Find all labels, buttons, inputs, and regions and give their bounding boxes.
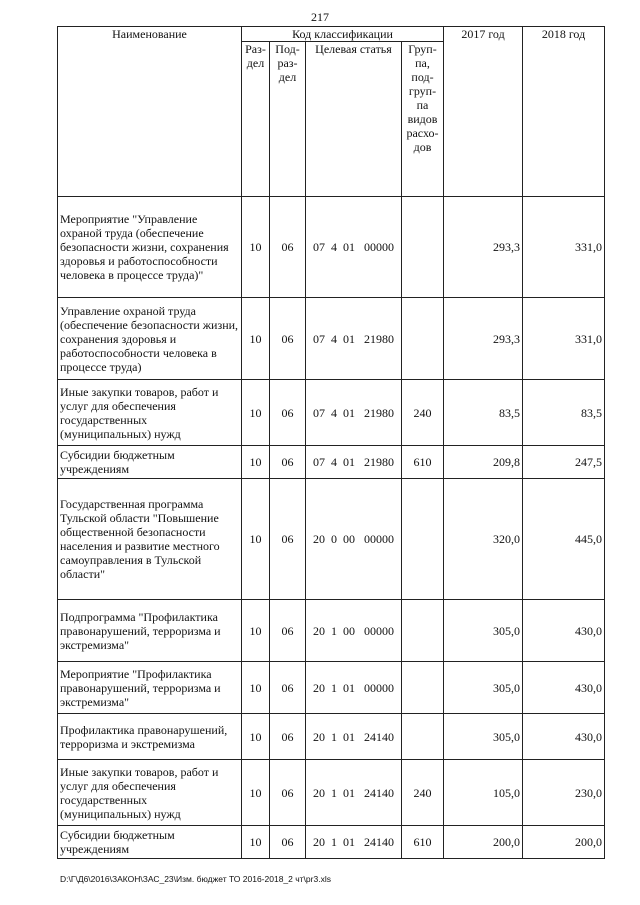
- row-name: Мероприятие "Управление охраной труда (обеспечение безопасности жизни, сохранения здоровья и работоспособности человека в процессе труда)": [58, 197, 242, 298]
- row-name: Управление охраной труда (обеспечение безопасности жизни, сохранения здоровья и работоспособности человека в процессе труда): [58, 298, 242, 380]
- col-header-2018: 2018 год: [523, 27, 605, 197]
- row-name: Подпрограмма "Профилактика правонарушений, терроризма и экстремизма": [58, 600, 242, 662]
- row-2017: 200,0: [444, 826, 523, 859]
- row-subsection: 06: [270, 600, 306, 662]
- table-row: [58, 479, 605, 600]
- col-header-classification: Код классификации: [242, 27, 444, 42]
- row-group: 240: [402, 760, 444, 826]
- row-section: 10: [242, 197, 270, 298]
- page-number: 217: [311, 10, 329, 24]
- row-2017: 305,0: [444, 662, 523, 714]
- row-group: [402, 479, 444, 600]
- col-header-section: Раз- дел: [242, 42, 270, 197]
- table-row: [58, 197, 605, 298]
- row-2017: 105,0: [444, 760, 523, 826]
- row-group: 610: [402, 826, 444, 859]
- row-2017: 209,8: [444, 446, 523, 479]
- row-target: 07 4 01 21980: [306, 380, 402, 446]
- row-name: Профилактика правонарушений, терроризма и экстремизма: [58, 714, 242, 760]
- row-group: [402, 197, 444, 298]
- row-subsection: 06: [270, 479, 306, 600]
- col-header-name: Наименование: [58, 27, 242, 197]
- row-section: 10: [242, 826, 270, 859]
- row-2018: 430,0: [523, 714, 605, 760]
- col-header-expense-group: Груп- па, под- груп- па видов расхо- дов: [402, 42, 444, 197]
- table-row: [58, 298, 605, 380]
- row-target: 20 1 01 24140: [306, 714, 402, 760]
- table-row: [58, 380, 605, 446]
- row-2018: 230,0: [523, 760, 605, 826]
- row-section: 10: [242, 662, 270, 714]
- row-2018: 83,5: [523, 380, 605, 446]
- row-subsection: 06: [270, 760, 306, 826]
- row-name: Субсидии бюджетным учреждениям: [58, 446, 242, 479]
- row-group: [402, 662, 444, 714]
- row-2018: 430,0: [523, 600, 605, 662]
- row-name: Мероприятие "Профилактика правонарушений, терроризма и экстремизма": [58, 662, 242, 714]
- row-target: 20 1 00 00000: [306, 600, 402, 662]
- row-2018: 331,0: [523, 197, 605, 298]
- row-group: 240: [402, 380, 444, 446]
- row-subsection: 06: [270, 298, 306, 380]
- row-target: 20 1 01 24140: [306, 826, 402, 859]
- row-section: 10: [242, 479, 270, 600]
- row-section: 10: [242, 714, 270, 760]
- row-section: 10: [242, 600, 270, 662]
- row-2018: 430,0: [523, 662, 605, 714]
- file-path-footer: D:\Г\Д6\2016\ЗАКОН\ЗАС_23\Изм. бюджет ТО 2016-2018_2 чт\pr3.xls: [60, 874, 331, 884]
- row-section: 10: [242, 380, 270, 446]
- row-2018: 445,0: [523, 479, 605, 600]
- row-2017: 293,3: [444, 197, 523, 298]
- row-target: 07 4 01 21980: [306, 446, 402, 479]
- row-name: Иные закупки товаров, работ и услуг для обеспечения государственных (муниципальных) нужд: [58, 760, 242, 826]
- table-body: [58, 197, 605, 859]
- row-2018: 247,5: [523, 446, 605, 479]
- row-2017: 305,0: [444, 600, 523, 662]
- row-section: 10: [242, 760, 270, 826]
- table-row: [58, 760, 605, 826]
- row-subsection: 06: [270, 662, 306, 714]
- table-row: [58, 600, 605, 662]
- col-header-target-article: Целевая статья: [306, 42, 402, 197]
- row-name: Иные закупки товаров, работ и услуг для обеспечения государственных (муниципальных) нужд: [58, 380, 242, 446]
- row-target: 07 4 01 21980: [306, 298, 402, 380]
- row-target: 20 1 01 00000: [306, 662, 402, 714]
- col-header-subsection: Под- раз- дел: [270, 42, 306, 197]
- row-name: Государственная программа Тульской области "Повышение общественной безопасности населения и развитие местного самоуправления в Тульской области": [58, 479, 242, 600]
- row-target: 20 1 01 24140: [306, 760, 402, 826]
- row-group: 610: [402, 446, 444, 479]
- row-2017: 320,0: [444, 479, 523, 600]
- row-2017: 83,5: [444, 380, 523, 446]
- row-subsection: 06: [270, 380, 306, 446]
- row-2018: 331,0: [523, 298, 605, 380]
- row-target: 07 4 01 00000: [306, 197, 402, 298]
- col-header-2017: 2017 год: [444, 27, 523, 197]
- row-subsection: 06: [270, 446, 306, 479]
- row-group: [402, 600, 444, 662]
- header-row-top: [58, 27, 605, 42]
- row-subsection: 06: [270, 197, 306, 298]
- budget-table: [57, 26, 605, 859]
- row-subsection: 06: [270, 714, 306, 760]
- row-2018: 200,0: [523, 826, 605, 859]
- row-subsection: 06: [270, 826, 306, 859]
- row-group: [402, 298, 444, 380]
- row-section: 10: [242, 298, 270, 380]
- row-2017: 305,0: [444, 714, 523, 760]
- row-name: Субсидии бюджетным учреждениям: [58, 826, 242, 859]
- row-section: 10: [242, 446, 270, 479]
- row-group: [402, 714, 444, 760]
- row-2017: 293,3: [444, 298, 523, 380]
- table-row: [58, 714, 605, 760]
- row-target: 20 0 00 00000: [306, 479, 402, 600]
- table-row: [58, 662, 605, 714]
- table-row: [58, 826, 605, 859]
- table-row: [58, 446, 605, 479]
